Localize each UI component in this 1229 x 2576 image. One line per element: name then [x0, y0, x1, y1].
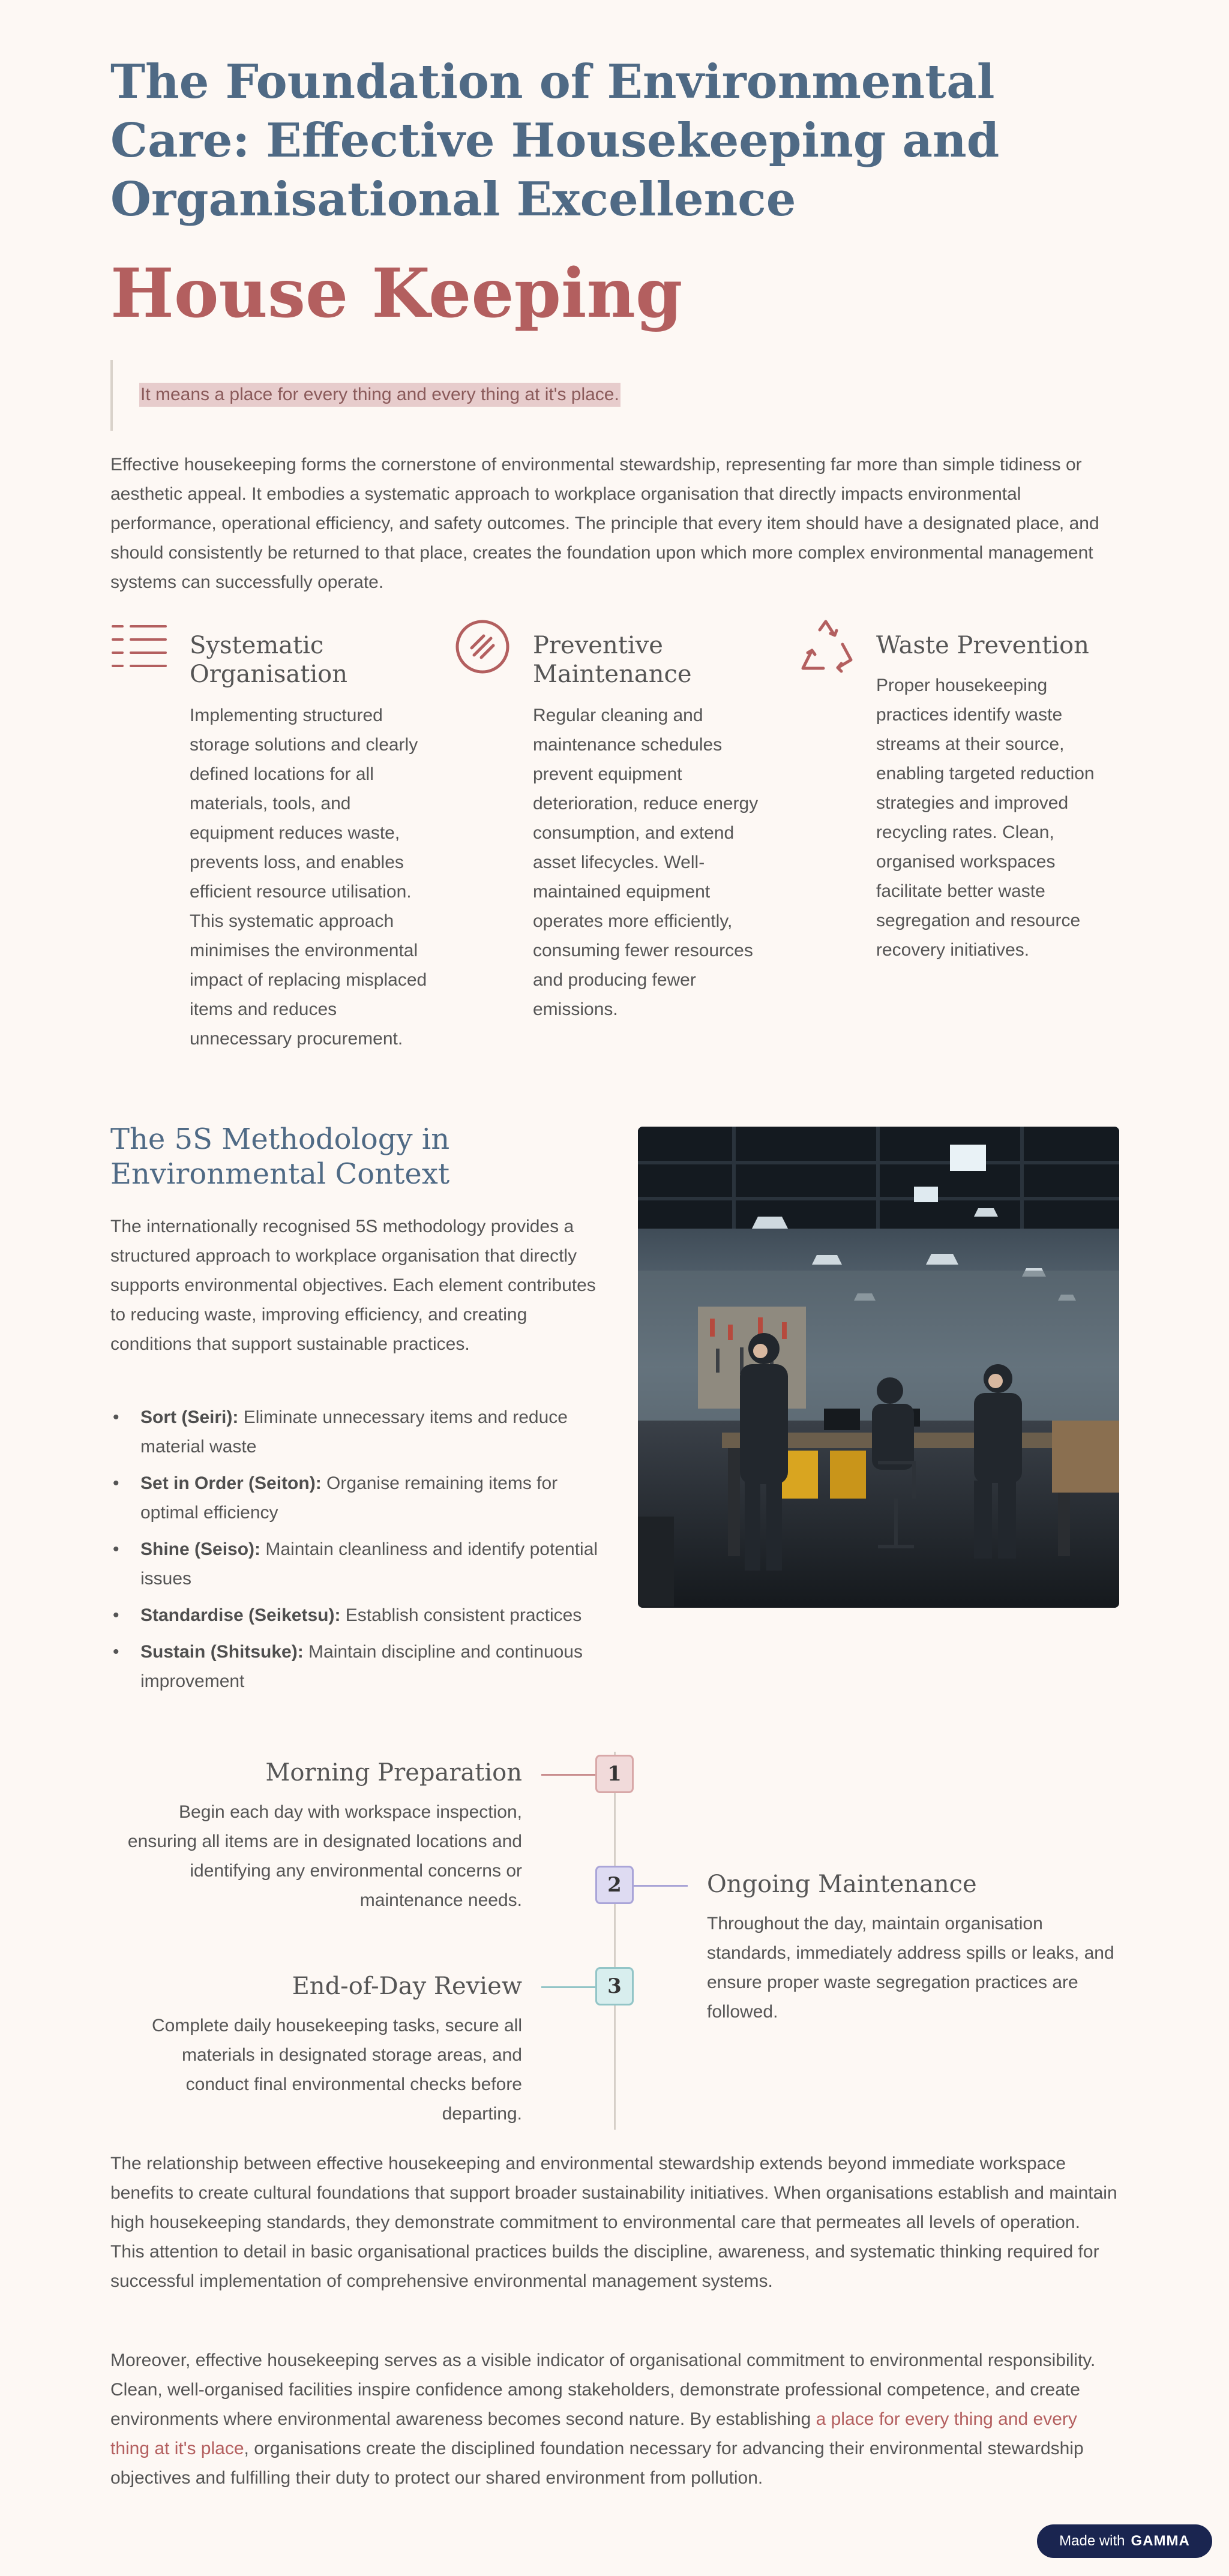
timeline-text-1: Begin each day with workspace inspection, ensuring all items are in designated locations and identifying any environmental concerns or maintenance needs.	[127, 1802, 522, 1910]
list-item	[110, 1469, 602, 1527]
workshop-photo	[638, 1127, 1119, 1608]
list-item	[110, 1535, 602, 1593]
methodology-heading: The 5S Methodology in Environmental Context	[110, 1122, 450, 1191]
timeline-step-3: 3	[595, 1967, 634, 2005]
workshop-illustration	[638, 1127, 1119, 1608]
feature-text: Proper housekeeping practices identify waste streams at their source, enabling targeted reduction strategies and improved recycling rates. Clean, organised workspaces facilitate better waste segregation and resource recovery initiatives.	[876, 675, 1095, 960]
feature-title: Preventive Maintenance	[533, 632, 692, 688]
timeline-text-2: Throughout the day, maintain organisation standards, immediately address spills or leaks, and ensure proper waste segregation practices are followed.	[707, 1914, 1114, 2022]
feature-title: Waste Prevention	[876, 632, 1089, 659]
badge-prefix: Made with	[1059, 2533, 1125, 2549]
list-item	[110, 1637, 602, 1696]
list-item-desc: Eliminate unnecessary items and reduce material waste	[140, 1407, 568, 1457]
maintenance-icon	[454, 618, 511, 675]
closing-text-start: Moreover, effective housekeeping serves as a visible indicator of organisational commitment to environmental responsibility. Clean, well-organised facilities inspire confidence among stakeholders, demonstrate professional competence, and create environments where environmental awareness becomes second nature. By establishing	[110, 2350, 1096, 2429]
made-with-gamma-badge[interactable]	[1037, 2524, 1212, 2558]
timeline-title-1: Morning Preparation	[265, 1759, 522, 1787]
list-item-desc: Establish consistent practices	[340, 1605, 582, 1625]
list-item-term: Standardise (Seiketsu):	[140, 1605, 341, 1625]
intro-paragraph: Effective housekeeping forms the cornerstone of environmental stewardship, representing far more than simple tidiness or aesthetic appeal. It embodies a systematic approach to workplace organisation that directly impacts environmental performance, operational efficiency, and safety outcomes. The principle that every item should have a designated place, and should consistently be returned to that place, creates the foundation upon which more complex environmental management systems can successfully operate.	[110, 455, 1099, 592]
list-item-term: Shine (Seiso):	[140, 1539, 261, 1559]
methodology-text: The internationally recognised 5S methodology provides a structured approach to workplace organisation that directly supports environmental objectives. Each element contributes to reducing waste, improving efficiency, and creating conditions that support sustainable practices.	[110, 1217, 596, 1354]
list-item-term: Sustain (Shitsuke):	[140, 1642, 304, 1662]
page-subtitle: House Keeping	[110, 254, 683, 333]
feature-text: Implementing structured storage solutions and clearly defined locations for all materials, tools, and equipment reduces waste, prevents loss, and enables efficient resource utilisation. This systematic approach minimises the environmental impact of replacing misplaced items and reduces unnecessary procurement.	[190, 705, 427, 1049]
quote-text: It means a place for every thing and every thing at it's place.	[139, 383, 621, 407]
timeline-title-3: End-of-Day Review	[292, 1972, 522, 2000]
list-icon	[110, 618, 168, 675]
quote-block	[110, 360, 953, 431]
timeline-line	[614, 1752, 616, 2130]
feature-text: Regular cleaning and maintenance schedules prevent equipment deterioration, reduce energy consumption, and extend asset lifecycles. Well-maintained equipment operates more efficiently, consuming fewer resources and producing fewer emissions.	[533, 705, 759, 1019]
list-item-desc: Maintain discipline and continuous improvement	[140, 1642, 583, 1691]
methodology-list	[110, 1403, 602, 1703]
timeline-text-3: Complete daily housekeeping tasks, secure all materials in designated storage areas, and conduct final environmental checks before departing.	[151, 2016, 522, 2124]
list-item-term: Sort (Seiri):	[140, 1407, 239, 1427]
list-item	[110, 1403, 602, 1461]
list-item-desc: Organise remaining items for optimal efficiency	[140, 1473, 558, 1523]
closing-paragraph-2	[110, 2346, 1119, 2493]
timeline-step-1: 1	[595, 1755, 634, 1793]
closing-text-end: , organisations create the disciplined foundation necessary for advancing their environmental stewardship objectives and fulfilling their duty to protect our shared environment from pollution.	[110, 2439, 1084, 2488]
closing-highlight: a place for every thing and every thing at it's place	[110, 2409, 1077, 2458]
recycle-icon	[797, 618, 855, 675]
closing-paragraph-1: The relationship between effective housekeeping and environmental stewardship extends beyond immediate workspace benefits to create cultural foundations that support broader sustainability initiatives. When organisations establish and maintain high housekeeping standards, they demonstrate commitment to environmental care that permeates all levels of operation. This attention to detail in basic organisational practices builds the discipline, awareness, and systematic thinking required for successful implementation of comprehensive environmental management systems.	[110, 2154, 1117, 2291]
timeline-connector	[634, 1885, 688, 1887]
timeline-connector	[541, 1774, 595, 1776]
list-item	[110, 1601, 602, 1630]
badge-brand: GAMMA	[1131, 2533, 1190, 2549]
feature-title: Systematic Organisation	[190, 632, 348, 688]
list-item-desc: Maintain cleanliness and identify potential issues	[140, 1539, 598, 1589]
timeline-step-2: 2	[595, 1866, 634, 1904]
timeline-connector	[541, 1986, 595, 1988]
page-title: The Foundation of Environmental Care: Effective Housekeeping and Organisational Excellence	[110, 55, 1000, 227]
list-item-term: Set in Order (Seiton):	[140, 1473, 322, 1493]
timeline-title-2: Ongoing Maintenance	[707, 1871, 977, 1898]
